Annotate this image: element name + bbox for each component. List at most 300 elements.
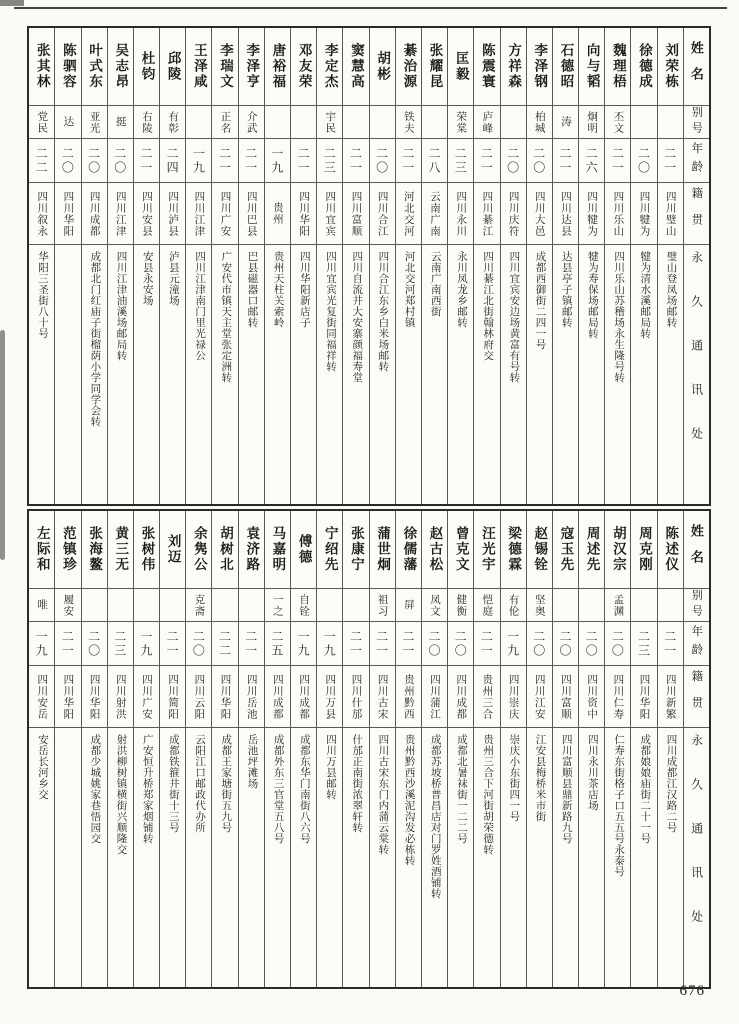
- age-cell: [553, 139, 578, 183]
- age-cell: [55, 139, 80, 183]
- age-cell: [186, 622, 211, 666]
- address-cell: [474, 728, 499, 987]
- entry-column: [81, 28, 107, 504]
- native-cell-text: 四川庆符: [507, 190, 519, 237]
- entry-column: [369, 28, 395, 504]
- address-cell: [370, 245, 395, 504]
- native-cell: [343, 666, 368, 728]
- native-cell: [474, 183, 499, 245]
- alias-cell-text: 恺庭: [481, 593, 493, 617]
- age-cell-text: 二五: [269, 629, 284, 658]
- alias-cell-text: 正名: [219, 110, 231, 134]
- address-cell-text: 四川永川茶店场: [586, 734, 598, 811]
- alias-cell-text: 丕文: [612, 110, 624, 134]
- native-cell-text: 四川璧山: [664, 190, 676, 237]
- native-cell-text: 四川富顺: [350, 190, 362, 237]
- entry-column: [290, 28, 316, 504]
- native-cell-text: 四川安岳: [36, 673, 48, 720]
- native-cell-text: 四川成都: [271, 673, 283, 720]
- address-cell-text: 广安代市镇天主堂张定洲转: [220, 251, 232, 383]
- native-cell: [291, 666, 316, 728]
- age-cell: [396, 139, 421, 183]
- alias-cell: [317, 589, 342, 622]
- native-cell: [579, 666, 604, 728]
- entry-column: [29, 511, 54, 987]
- native-cell: [422, 666, 447, 728]
- name-cell-text: 汪光宇: [479, 526, 495, 573]
- scan-corner-artifact: [0, 0, 24, 6]
- native-cell: [160, 666, 185, 728]
- age-cell: [631, 622, 656, 666]
- address-cell-text: 成都苏坡桥普昌店对门罗姓酒铺转: [429, 734, 441, 899]
- name-cell: [553, 28, 578, 106]
- alias-cell: [55, 589, 80, 622]
- entry-column: [211, 511, 237, 987]
- age-cell-text: 二二: [34, 146, 49, 175]
- age-cell: [82, 139, 107, 183]
- age-cell: [239, 622, 264, 666]
- native-cell-text: 四川简阳: [167, 673, 179, 720]
- native-cell: [370, 183, 395, 245]
- address-cell-text: 仁寿东街格子口五五号永泰号: [613, 734, 625, 877]
- alias-cell: [82, 589, 107, 622]
- address-cell: [186, 245, 211, 504]
- age-cell: [343, 622, 368, 666]
- native-cell: [448, 666, 473, 728]
- native-cell: [448, 183, 473, 245]
- header-label-name: [684, 511, 709, 589]
- name-cell: [186, 28, 211, 106]
- alias-cell: [134, 589, 159, 622]
- address-cell-text: 成都北暑袜街一二二号: [455, 734, 467, 844]
- address-cell-text: 四川江津南门里光禄公: [194, 251, 206, 361]
- address-cell-text: 成都西御街二四一号: [534, 251, 546, 350]
- age-cell-text: 二四: [165, 146, 180, 175]
- name-cell-text: 周克刚: [637, 526, 653, 573]
- entry-column: [54, 511, 80, 987]
- entry-column: [316, 28, 342, 504]
- address-cell: [658, 245, 683, 504]
- entry-column: [552, 511, 578, 987]
- age-cell-text: 二一: [60, 629, 75, 658]
- age-cell-text: 二一: [557, 146, 572, 175]
- address-cell-text: 贵州天柱关索岭: [272, 251, 284, 328]
- name-cell: [212, 511, 237, 589]
- name-cell-text: 綦治源: [401, 43, 417, 90]
- native-cell-text: 四川綦江: [481, 190, 493, 237]
- entry-column: [630, 511, 656, 987]
- name-cell: [82, 511, 107, 589]
- native-cell-text: 四川华阳: [219, 673, 231, 720]
- age-cell-text: 一九: [322, 629, 337, 658]
- entry-column: [238, 28, 264, 504]
- header-label-address: [684, 245, 709, 504]
- age-cell: [239, 139, 264, 183]
- address-cell: [212, 728, 237, 987]
- native-cell-text: 四川泸县: [167, 190, 179, 237]
- age-cell: [553, 622, 578, 666]
- header-label-address-text: 永久通讯处: [689, 251, 704, 471]
- alias-cell: [265, 106, 290, 139]
- native-cell: [29, 183, 54, 245]
- entry-column: [500, 511, 526, 987]
- header-label-name-text: 姓名: [688, 40, 704, 93]
- native-cell-text: 四川华阳: [638, 673, 650, 720]
- name-cell: [474, 28, 499, 106]
- address-cell-text: 华阳三圣街八十号: [36, 251, 48, 339]
- entry-column: [316, 511, 342, 987]
- age-cell-text: 二一: [138, 146, 153, 175]
- age-cell-text: 二三: [636, 629, 651, 658]
- native-cell-text: 四川广安: [219, 190, 231, 237]
- name-cell-text: 曾克文: [453, 526, 469, 573]
- age-cell: [396, 622, 421, 666]
- alias-cell: [370, 589, 395, 622]
- header-label-alias: [684, 106, 709, 139]
- address-cell: [160, 245, 185, 504]
- alias-cell-text: 凤文: [429, 593, 441, 617]
- name-cell: [396, 511, 421, 589]
- age-cell: [501, 139, 526, 183]
- name-cell: [108, 28, 133, 106]
- header-label-alias: [684, 589, 709, 622]
- name-cell: [212, 28, 237, 106]
- entry-column: [369, 511, 395, 987]
- name-cell-text: 黄三无: [113, 526, 129, 573]
- alias-cell: [553, 589, 578, 622]
- name-cell: [134, 28, 159, 106]
- name-cell: [605, 511, 630, 589]
- native-cell-text: 四川犍为: [586, 190, 598, 237]
- entry-column: [264, 28, 290, 504]
- age-cell-text: 二〇: [112, 146, 127, 175]
- name-cell: [186, 511, 211, 589]
- name-cell-text: 徐德成: [637, 43, 653, 90]
- alias-cell-text: 自铨: [298, 593, 310, 617]
- age-cell-text: 二一: [243, 629, 258, 658]
- age-cell: [160, 622, 185, 666]
- name-cell-text: 张树伟: [139, 526, 155, 573]
- address-cell: [553, 728, 578, 987]
- age-cell-text: 二一: [610, 146, 625, 175]
- alias-cell: [527, 589, 552, 622]
- native-cell-text: 四川云阳: [193, 673, 205, 720]
- alias-cell: [501, 106, 526, 139]
- native-cell: [605, 183, 630, 245]
- native-cell: [55, 183, 80, 245]
- address-cell: [134, 728, 159, 987]
- entry-column: [342, 28, 368, 504]
- address-cell: [396, 728, 421, 987]
- name-cell-text: 窦慧高: [348, 43, 364, 90]
- native-cell: [160, 183, 185, 245]
- alias-cell: [55, 106, 80, 139]
- address-cell: [501, 728, 526, 987]
- name-cell: [527, 28, 552, 106]
- native-cell-text: 河北交河: [402, 190, 414, 237]
- alias-cell: [527, 106, 552, 139]
- age-cell: [108, 622, 133, 666]
- alias-cell-text: 炯明: [586, 110, 598, 134]
- alias-cell-text: 亚光: [88, 110, 100, 134]
- entry-column: [473, 28, 499, 504]
- alias-cell: [658, 106, 683, 139]
- address-cell-text: 贵州黔西沙溪泥沟发必栋转: [403, 734, 415, 866]
- age-cell-text: 二一: [217, 146, 232, 175]
- age-cell-text: 二三: [453, 146, 468, 175]
- name-cell: [553, 511, 578, 589]
- header-label-alias-text: 别号: [690, 106, 703, 138]
- alias-cell-text: 涛: [559, 116, 571, 128]
- directory-table-bottom: [27, 509, 711, 989]
- alias-cell: [212, 106, 237, 139]
- native-cell-text: 贵州黔西: [402, 673, 414, 720]
- name-cell-text: 宁绍先: [322, 526, 338, 573]
- native-cell-text: 四川乐山: [612, 190, 624, 237]
- native-cell: [55, 666, 80, 728]
- address-cell-text: 成都铁箍井街十三号: [167, 734, 179, 833]
- name-cell: [317, 28, 342, 106]
- age-cell-text: 一九: [296, 629, 311, 658]
- address-cell-text: 贵州三合下河街胡荣德转: [482, 734, 494, 855]
- address-cell: [82, 245, 107, 504]
- address-cell: [55, 245, 80, 504]
- name-cell-text: 刘荣栋: [663, 43, 679, 90]
- alias-cell: [422, 589, 447, 622]
- age-cell-text: 二〇: [584, 629, 599, 658]
- native-cell: [82, 183, 107, 245]
- alias-cell-text: 柏城: [533, 110, 545, 134]
- entry-column: [211, 28, 237, 504]
- age-cell-text: 二〇: [505, 146, 520, 175]
- age-cell: [474, 622, 499, 666]
- name-cell: [343, 511, 368, 589]
- address-cell: [422, 728, 447, 987]
- native-cell: [134, 666, 159, 728]
- address-cell-text: 四川自流井大安寨颜福寿堂: [351, 251, 363, 383]
- address-cell-text: 云南广南西街: [429, 251, 441, 317]
- name-cell-text: 李泽亨: [244, 43, 260, 90]
- address-cell-text: 成都外东三官堂五八号: [272, 734, 284, 844]
- name-cell: [579, 28, 604, 106]
- name-cell: [658, 511, 683, 589]
- name-cell-text: 李瑞文: [218, 43, 234, 90]
- entry-column: [526, 28, 552, 504]
- age-cell-text: 二一: [400, 146, 415, 175]
- address-cell: [448, 728, 473, 987]
- page-number: 676: [679, 983, 705, 999]
- address-cell: [343, 245, 368, 504]
- age-cell: [134, 622, 159, 666]
- alias-cell: [29, 106, 54, 139]
- native-cell-text: 四川江津: [114, 190, 126, 237]
- alias-cell: [474, 106, 499, 139]
- name-cell: [474, 511, 499, 589]
- address-cell-text: 射洪柳树镇横街兴顺隆交: [115, 734, 127, 855]
- header-label-address: [684, 728, 709, 987]
- address-cell-text: 什邡正南街浓翠轩转: [351, 734, 363, 833]
- alias-cell-text: 唯: [36, 599, 48, 611]
- native-cell-text: 四川安县: [140, 190, 152, 237]
- alias-cell-text: 挺: [114, 116, 126, 128]
- name-cell: [605, 28, 630, 106]
- address-cell-text: 成都东华门南街八六号: [298, 734, 310, 844]
- address-cell: [343, 728, 368, 987]
- entry-column: [395, 28, 421, 504]
- address-cell-text: 成都王家塘街五九号: [220, 734, 232, 833]
- alias-cell-text: 坚奥: [533, 593, 545, 617]
- address-cell-text: 四川宜宾光复街同福祥转: [325, 251, 337, 372]
- age-cell: [29, 622, 54, 666]
- name-cell-text: 唐裕福: [270, 43, 286, 90]
- address-cell: [631, 245, 656, 504]
- entry-column: [447, 28, 473, 504]
- alias-cell: [658, 589, 683, 622]
- name-cell-text: 傅德: [296, 534, 312, 565]
- age-cell-text: 二一: [165, 629, 180, 658]
- entry-column: [159, 511, 185, 987]
- alias-cell: [501, 589, 526, 622]
- name-cell-text: 马嘉明: [270, 526, 286, 573]
- native-cell: [474, 666, 499, 728]
- age-cell-text: 二六: [584, 146, 599, 175]
- name-cell-text: 方祥森: [506, 43, 522, 90]
- entry-column: [578, 28, 604, 504]
- age-cell-text: 二〇: [453, 629, 468, 658]
- age-cell: [291, 139, 316, 183]
- alias-cell: [265, 589, 290, 622]
- native-cell-text: 四川宜宾: [324, 190, 336, 237]
- header-label-name-text: 姓名: [688, 523, 704, 576]
- alias-cell-text: 有彰: [167, 110, 179, 134]
- name-cell-text: 胡汉宗: [610, 526, 626, 573]
- scan-edge-smudge: [0, 330, 5, 560]
- header-label-native: [684, 666, 709, 728]
- name-cell: [422, 28, 447, 106]
- address-cell: [108, 728, 133, 987]
- name-cell: [29, 511, 54, 589]
- address-cell: [474, 245, 499, 504]
- native-cell: [212, 666, 237, 728]
- age-cell: [422, 622, 447, 666]
- alias-cell: [239, 106, 264, 139]
- name-cell: [631, 28, 656, 106]
- entry-column: [578, 511, 604, 987]
- age-cell: [29, 139, 54, 183]
- alias-cell: [29, 589, 54, 622]
- name-cell: [55, 511, 80, 589]
- entry-column: [185, 28, 211, 504]
- address-cell: [317, 245, 342, 504]
- address-cell: [108, 245, 133, 504]
- name-cell: [658, 28, 683, 106]
- name-cell: [239, 28, 264, 106]
- age-cell: [658, 622, 683, 666]
- address-cell-text: 犍为寿保场邮局转: [586, 251, 598, 339]
- native-cell: [108, 183, 133, 245]
- age-cell: [370, 139, 395, 183]
- name-cell: [370, 511, 395, 589]
- native-cell: [29, 666, 54, 728]
- header-label-age: [684, 139, 709, 183]
- native-cell: [501, 183, 526, 245]
- native-cell: [82, 666, 107, 728]
- entry-column: [447, 511, 473, 987]
- name-cell-text: 陈述仪: [663, 526, 679, 573]
- address-cell-text: 璧山登凤场邮转: [665, 251, 677, 328]
- age-cell-text: 二一: [243, 146, 258, 175]
- alias-cell: [343, 106, 368, 139]
- name-cell-text: 范镇珍: [60, 526, 76, 573]
- native-cell-text: 四川大邑: [533, 190, 545, 237]
- address-cell-text: 达县亭子镇邮转: [560, 251, 572, 328]
- name-cell: [631, 511, 656, 589]
- name-cell: [317, 511, 342, 589]
- entry-column: [185, 511, 211, 987]
- address-cell-text: 四川成都江汉路二号: [665, 734, 677, 833]
- native-cell: [422, 183, 447, 245]
- native-cell: [212, 183, 237, 245]
- native-cell: [658, 666, 683, 728]
- name-cell-text: 李泽钢: [532, 43, 548, 90]
- name-cell: [448, 511, 473, 589]
- native-cell: [291, 183, 316, 245]
- alias-cell: [108, 589, 133, 622]
- alias-cell: [134, 106, 159, 139]
- alias-cell: [605, 589, 630, 622]
- age-cell-text: 二〇: [636, 146, 651, 175]
- alias-cell: [186, 589, 211, 622]
- address-cell-text: 犍为清水溪邮局转: [639, 251, 651, 339]
- entry-column: [133, 511, 159, 987]
- address-cell: [396, 245, 421, 504]
- age-cell: [605, 622, 630, 666]
- native-cell: [134, 183, 159, 245]
- name-cell-text: 袁济路: [244, 526, 260, 573]
- entry-column: [526, 511, 552, 987]
- native-cell: [631, 183, 656, 245]
- address-cell-text: 四川古宋东门内蒲云棠转: [377, 734, 389, 855]
- name-cell: [108, 511, 133, 589]
- native-cell: [186, 666, 211, 728]
- age-cell: [579, 139, 604, 183]
- native-cell-text: 四川华阳: [298, 190, 310, 237]
- native-cell: [108, 666, 133, 728]
- name-cell-text: 李定杰: [322, 43, 338, 90]
- native-cell-text: 四川成都: [455, 673, 467, 720]
- address-cell-text: 安岳长河乡交: [36, 734, 48, 800]
- address-cell: [265, 245, 290, 504]
- alias-cell: [317, 106, 342, 139]
- age-cell: [631, 139, 656, 183]
- alias-cell: [239, 589, 264, 622]
- address-cell: [82, 728, 107, 987]
- age-cell: [82, 622, 107, 666]
- age-cell: [527, 139, 552, 183]
- entry-column: [264, 511, 290, 987]
- name-cell-text: 寇玉先: [558, 526, 574, 573]
- age-cell-text: 二一: [479, 146, 494, 175]
- age-cell-text: 一九: [138, 629, 153, 658]
- address-cell-text: 成都北门红庙子街榴荫小学同学会转: [89, 251, 101, 427]
- name-cell: [527, 511, 552, 589]
- native-cell-text: 四川仁寿: [612, 673, 624, 720]
- alias-cell-text: 介武: [245, 110, 257, 134]
- alias-cell: [291, 589, 316, 622]
- age-cell-text: 二〇: [557, 629, 572, 658]
- age-cell-text: 二〇: [191, 629, 206, 658]
- native-cell-text: 四川江安: [533, 673, 545, 720]
